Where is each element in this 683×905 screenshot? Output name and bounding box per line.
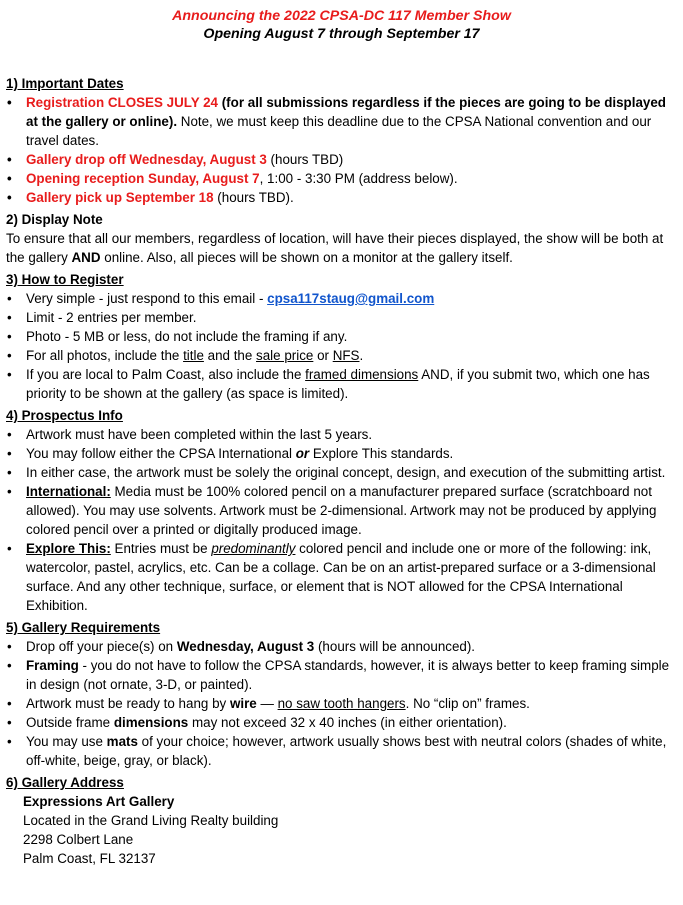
list-item: • International: Media must be 100% colored pencil on a manufacturer prepared surface (scratchboard not allowed). You may use solvents. Artwork must be 2-dimensional. Artwork may not be produced by applying colored pencil over a printed or digitally produced image. <box>6 482 677 539</box>
list-item: • Opening reception Sunday, August 7, 1:00 - 3:30 PM (address below). <box>6 169 677 188</box>
list-item: • Artwork must have been completed within the last 5 years. <box>6 425 677 444</box>
list-item: • For all photos, include the title and the sale price or NFS. <box>6 346 677 365</box>
section-gallery-address <box>6 773 677 868</box>
gallery-name: Expressions Art Gallery <box>23 794 175 809</box>
section-heading: 1) Important Dates <box>6 76 124 91</box>
section-prospectus-info <box>6 406 677 615</box>
address-line: 2298 Colbert Lane <box>23 832 134 847</box>
list-item: • You may follow either the CPSA International or Explore This standards. <box>6 444 677 463</box>
section-heading: 4) Prospectus Info <box>6 408 123 423</box>
section-display-note <box>6 210 677 267</box>
section-heading: 6) Gallery Address <box>6 775 124 790</box>
list-item: • Very simple - just respond to this email - cpsa117staug@gmail.com <box>6 289 677 308</box>
list-item: • If you are local to Palm Coast, also include the framed dimensions AND, if you submit two, which one has priority to be shown at the gallery (as space is limited). <box>6 365 677 403</box>
list-item: • Limit - 2 entries per member. <box>6 308 677 327</box>
list-item: • Gallery pick up September 18 (hours TBD). <box>6 188 677 207</box>
list-item: • Artwork must be ready to hang by wire — no saw tooth hangers. No “clip on” frames. <box>6 694 677 713</box>
section-heading: 2) Display Note <box>6 212 103 227</box>
list-item: • Drop off your piece(s) on Wednesday, August 3 (hours will be announced). <box>6 637 677 656</box>
list-item: • Photo - 5 MB or less, do not include the framing if any. <box>6 327 677 346</box>
address-line: Located in the Grand Living Realty building <box>23 813 279 828</box>
section-heading: 5) Gallery Requirements <box>6 620 161 635</box>
email-link[interactable]: cpsa117staug@gmail.com <box>267 291 435 306</box>
paragraph: To ensure that all our members, regardless of location, will have their pieces displayed, the show will be both at the gallery AND online. Also, all pieces will be shown on a monitor at the gallery itself. <box>6 231 664 265</box>
list-item: • Gallery drop off Wednesday, August 3 (hours TBD) <box>6 150 677 169</box>
page-subtitle: Opening August 7 through September 17 <box>203 26 480 42</box>
list-item: • Explore This: Entries must be predominantly colored pencil and include one or more of the following: ink, watercolor, pastel, acrylics, etc. Can be a collage. Can be on an artist-prepared surface or a 3-dimensional surface. And any other technique, surface, or element that is NOT allowed for the CPSA International Exhibition. <box>6 539 677 615</box>
list-item: • Framing - you do not have to follow the CPSA standards, however, it is always better to keep framing simple in design (not ornate, 3-D, or painted). <box>6 656 677 694</box>
section-gallery-requirements <box>6 618 677 770</box>
list-item: • Outside frame dimensions may not exceed 32 x 40 inches (in either orientation). <box>6 713 677 732</box>
list-item: • You may use mats of your choice; however, artwork usually shows best with neutral colors (shades of white, off-white, beige, gray, or black). <box>6 732 677 770</box>
address-line: Palm Coast, FL 32137 <box>23 851 156 866</box>
page-title: Announcing the 2022 CPSA-DC 117 Member Show <box>172 8 511 24</box>
list-item: • Registration CLOSES JULY 24 (for all submissions regardless if the pieces are going to be displayed at the gallery or online). Note, we must keep this deadline due to the CPSA National convention and our travel dates. <box>6 93 677 150</box>
section-heading: 3) How to Register <box>6 272 124 287</box>
section-how-to-register <box>6 270 677 403</box>
list-item: • In either case, the artwork must be solely the original concept, design, and execution of the submitting artist. <box>6 463 677 482</box>
section-important-dates <box>6 74 677 207</box>
